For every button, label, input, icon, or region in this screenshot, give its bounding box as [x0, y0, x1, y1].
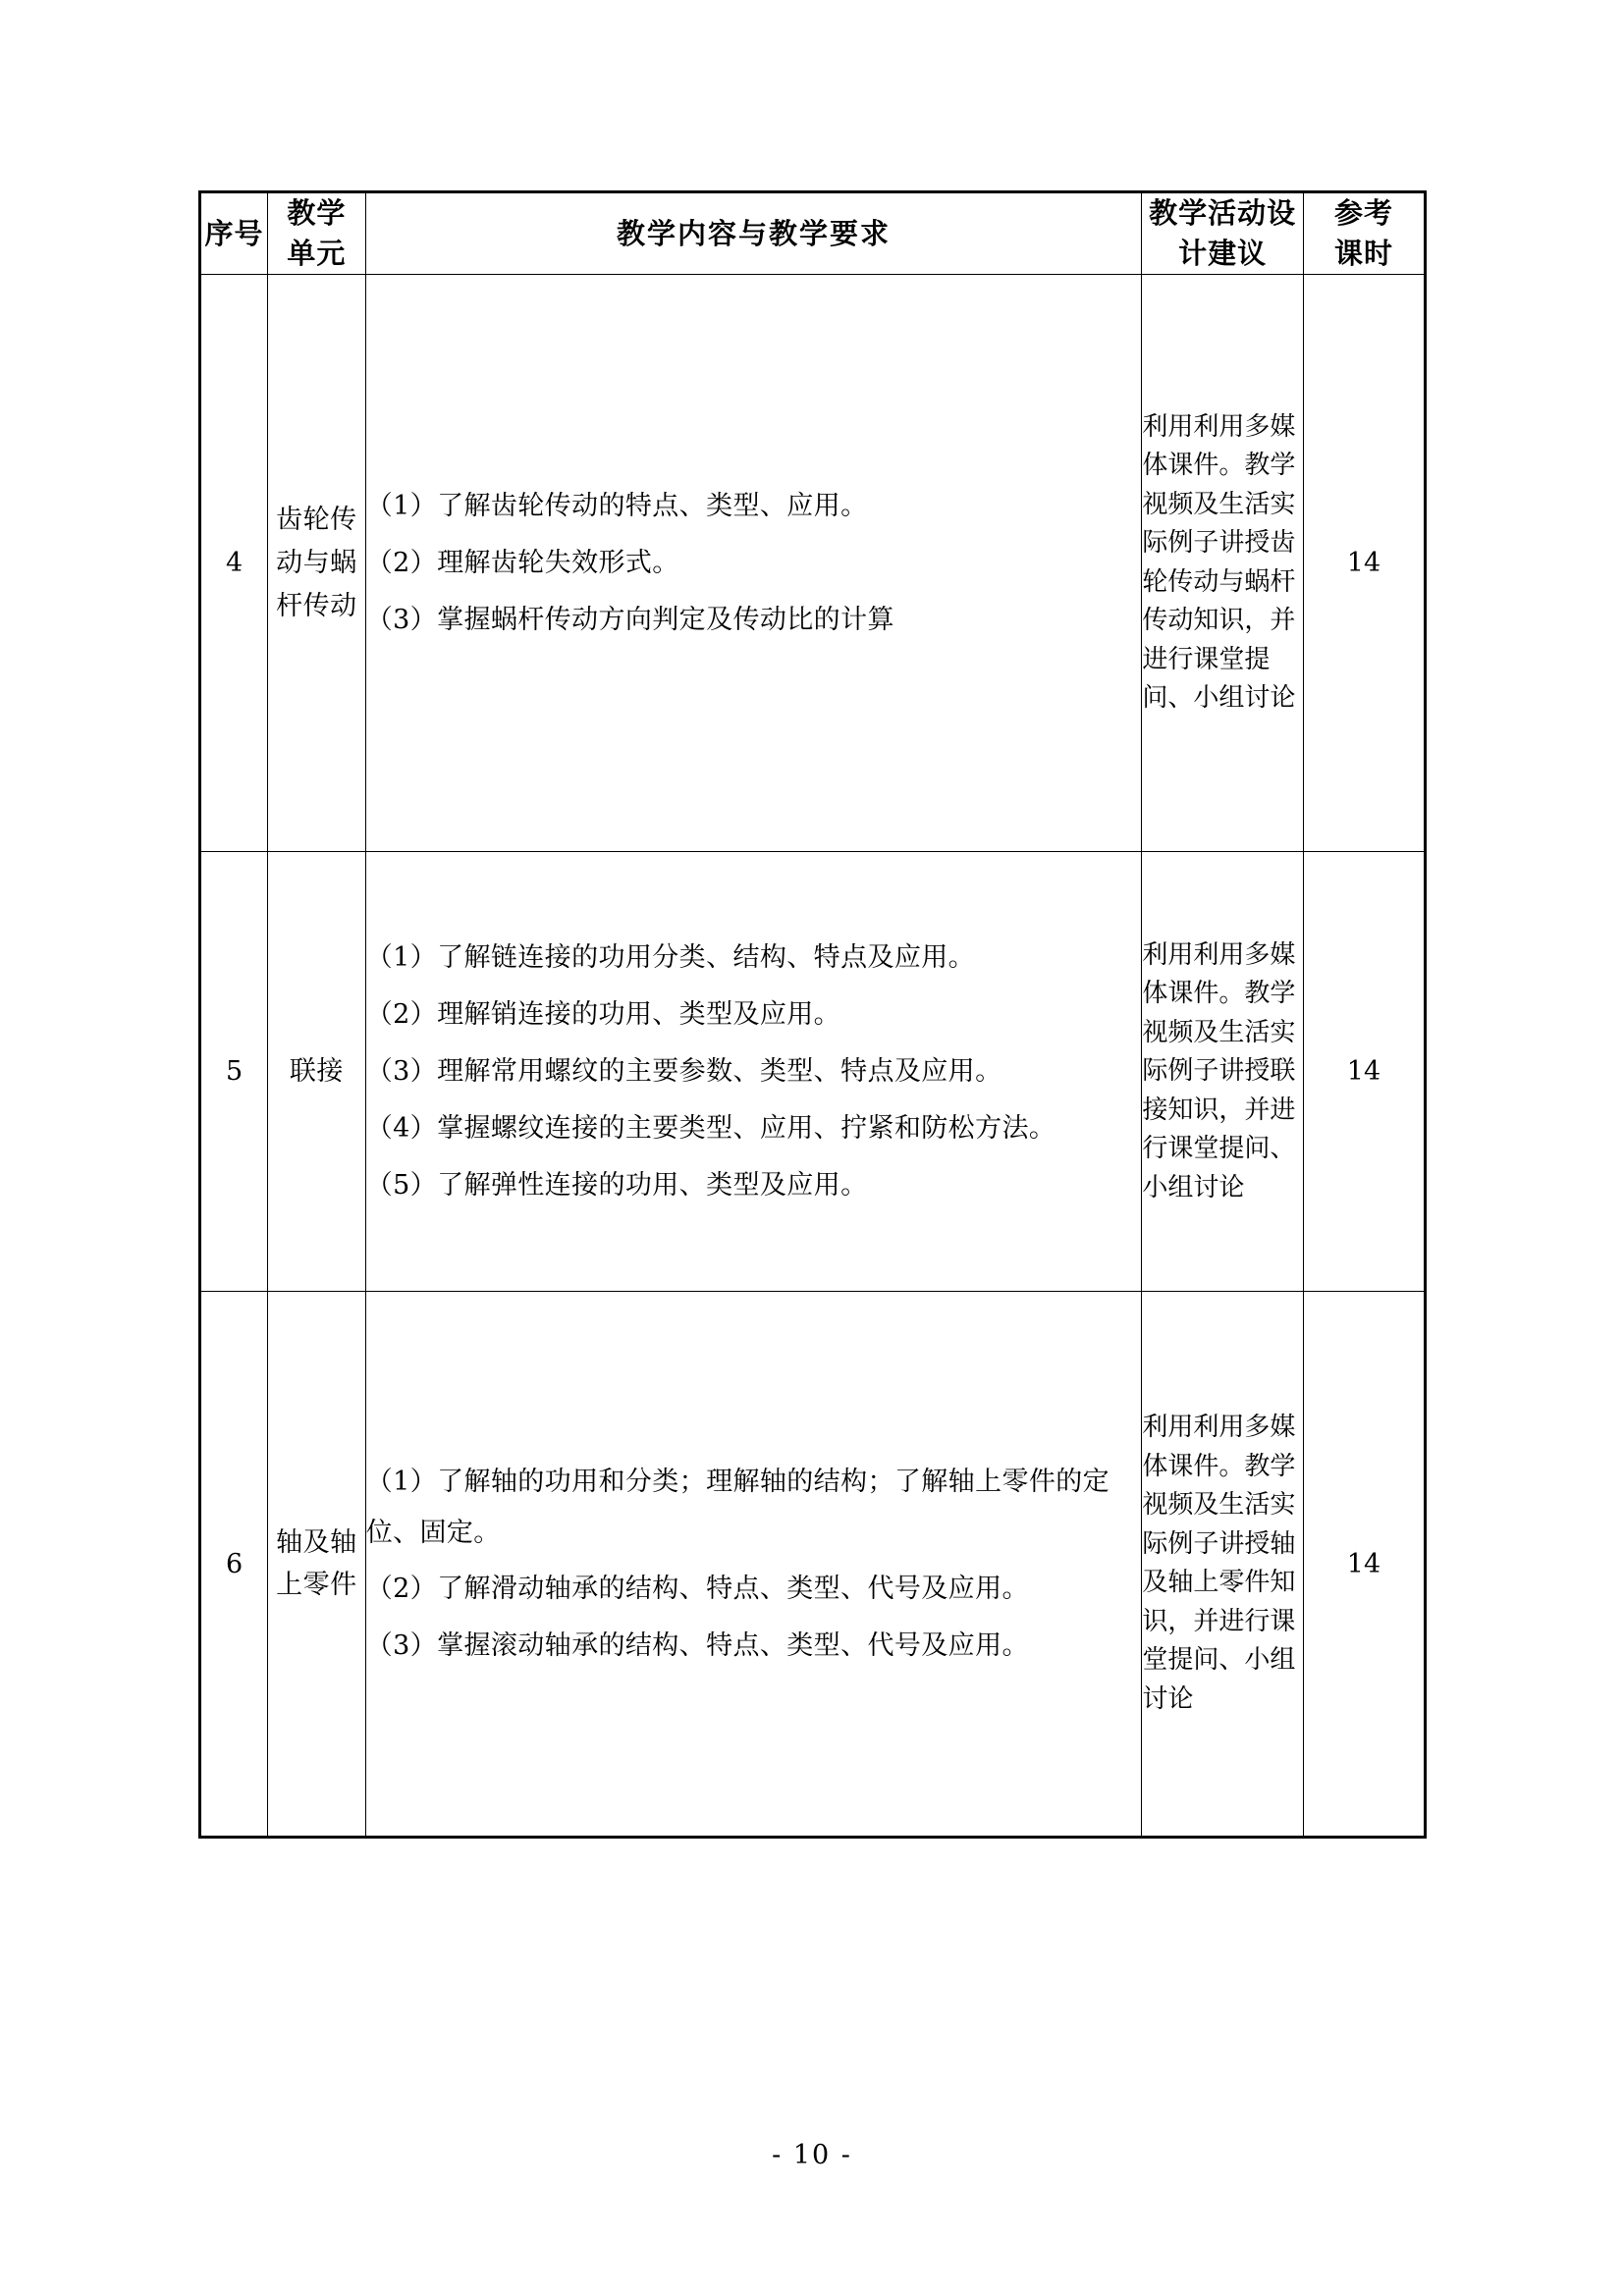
table-header-row — [200, 192, 1426, 275]
content-item: （1）了解轴的功用和分类；理解轴的结构；了解轴上零件的定位、固定。 — [365, 1466, 1110, 1548]
header-cell-content — [365, 192, 1142, 275]
row-number-cell: 5 — [200, 852, 268, 1292]
teaching-activity-cell: 利用利用多媒体课件。教学视频及生活实际例子讲授轴及轴上零件知识，并进行课堂提问、小组讨论 — [1142, 1292, 1304, 1838]
teaching-unit-label: 轴及轴上零件 — [276, 1526, 357, 1601]
teaching-unit-cell — [268, 852, 366, 1292]
teaching-content-cell — [365, 275, 1142, 852]
header-label-hours: 参考课时 — [1333, 196, 1393, 271]
content-item-list — [366, 933, 1142, 1210]
teaching-unit-label: 联接 — [289, 1055, 344, 1087]
teaching-unit-cell — [268, 275, 366, 852]
content-item: （3）理解常用螺纹的主要参数、类型、特点及应用。 — [365, 1055, 1002, 1087]
content-item: （3）掌握蜗杆传动方向判定及传动比的计算 — [365, 604, 894, 635]
syllabus-table-container — [198, 190, 1427, 1839]
reference-hours-cell: 14 — [1303, 1292, 1425, 1838]
teaching-activity-cell: 利用利用多媒体课件。教学视频及生活实际例子讲授联接知识，并进行课堂提问、小组讨论 — [1142, 852, 1304, 1292]
content-item: （2）了解滑动轴承的结构、特点、类型、代号及应用。 — [365, 1574, 1029, 1605]
header-cell-unit — [268, 192, 366, 275]
row-number-cell: 4 — [200, 275, 268, 852]
content-item: （4）掌握螺纹连接的主要类型、应用、拧紧和防松方法。 — [365, 1112, 1056, 1144]
teaching-unit-cell — [268, 1292, 366, 1838]
teaching-unit-label: 齿轮传动与蜗杆传动 — [276, 505, 357, 621]
page-number-footer: - 10 - — [772, 2140, 852, 2170]
syllabus-table — [198, 190, 1427, 1839]
table-row — [200, 1292, 1426, 1838]
table-row — [200, 852, 1426, 1292]
row-number-cell: 6 — [200, 1292, 268, 1838]
header-cell-hours — [1303, 192, 1425, 275]
content-item: （1）了解链连接的功用分类、结构、特点及应用。 — [365, 942, 976, 974]
content-item: （1）了解齿轮传动的特点、类型、应用。 — [365, 491, 868, 522]
header-label-unit: 教学单元 — [287, 196, 347, 271]
header-cell-activity — [1142, 192, 1304, 275]
header-cell-no — [200, 192, 268, 275]
header-label-no: 序号 — [204, 216, 264, 250]
table-row — [200, 275, 1426, 852]
header-label-activity: 教学活动设计建议 — [1149, 196, 1297, 271]
content-item: （5）了解弹性连接的功用、类型及应用。 — [365, 1169, 868, 1201]
teaching-activity-cell: 利用利用多媒体课件。教学视频及生活实际例子讲授齿轮传动与蜗杆传动知识，并进行课堂提问、小组讨论 — [1142, 275, 1304, 852]
content-item: （2）理解销连接的功用、类型及应用。 — [365, 999, 841, 1031]
content-item-list — [366, 1457, 1142, 1672]
teaching-content-cell — [365, 1292, 1142, 1838]
reference-hours-cell: 14 — [1303, 275, 1425, 852]
header-label-content: 教学内容与教学要求 — [617, 216, 892, 250]
content-item: （2）理解齿轮失效形式。 — [365, 547, 679, 578]
table-body — [200, 275, 1426, 1838]
teaching-content-cell — [365, 852, 1142, 1292]
content-item-list — [366, 481, 1142, 645]
content-item: （3）掌握滚动轴承的结构、特点、类型、代号及应用。 — [365, 1630, 1029, 1662]
reference-hours-cell: 14 — [1303, 852, 1425, 1292]
